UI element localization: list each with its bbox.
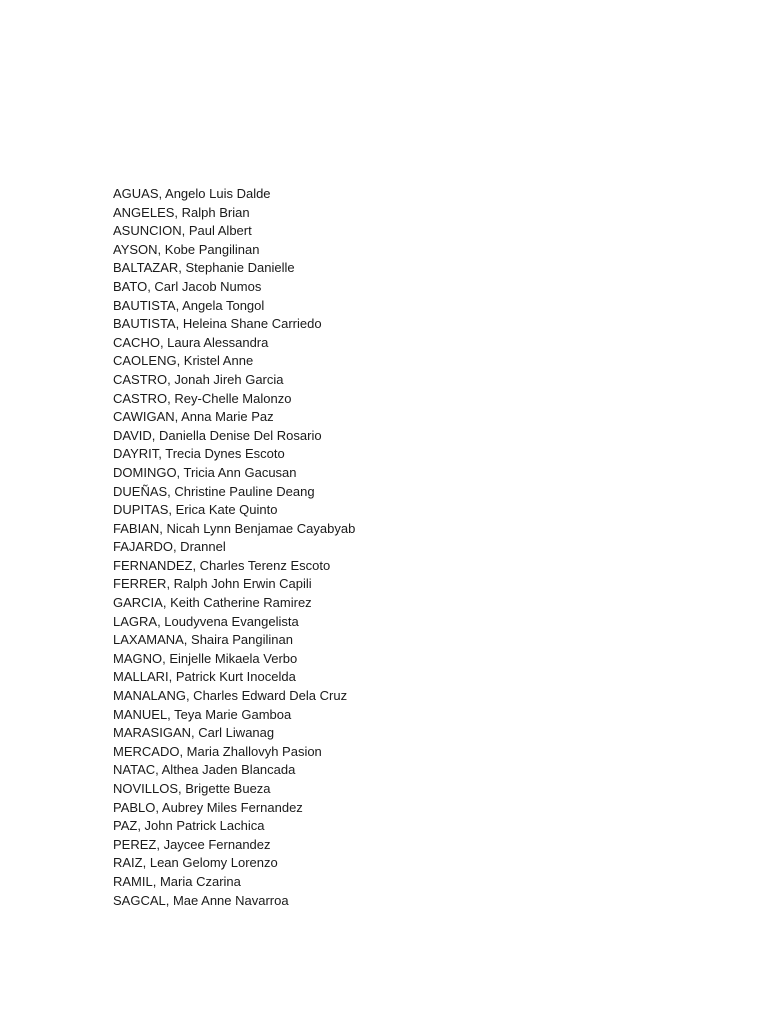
list-item: DAVID, Daniella Denise Del Rosario bbox=[113, 427, 322, 443]
list-item: FAJARDO, Drannel bbox=[113, 539, 226, 555]
list-item: CAWIGAN, Anna Marie Paz bbox=[113, 409, 274, 425]
list-item: LAGRA, Loudyvena Evangelista bbox=[113, 613, 299, 629]
list-item: DUEÑAS, Christine Pauline Deang bbox=[113, 483, 315, 499]
list-item: NOVILLOS, Brigette Bueza bbox=[113, 781, 271, 796]
list-item: MANALANG, Charles Edward Dela Cruz bbox=[113, 688, 348, 704]
list-item: LAXAMANA, Shaira Pangilinan bbox=[113, 632, 293, 648]
list-item: PEREZ, Jaycee Fernandez bbox=[113, 836, 271, 852]
list-item: FABIAN, Nicah Lynn Benjamae Cayabyab bbox=[113, 520, 356, 536]
list-item: MAGNO, Einjelle Mikaela Verbo bbox=[113, 650, 298, 666]
list-item: BAUTISTA, Heleina Shane Carriedo bbox=[113, 316, 322, 332]
list-item: BATO, Carl Jacob Numos bbox=[113, 278, 262, 294]
list-item: SAGCAL, Mae Anne Navarroa bbox=[113, 892, 289, 908]
list-item: AYSON, Kobe Pangilinan bbox=[113, 241, 260, 257]
list-item: MERCADO, Maria Zhallovyh Pasion bbox=[113, 743, 322, 759]
list-item: NATAC, Althea Jaden Blancada bbox=[113, 762, 296, 778]
list-item: CASTRO, Rey-Chelle Malonzo bbox=[113, 390, 292, 406]
list-item: CACHO, Laura Alessandra bbox=[113, 334, 269, 350]
list-item: RAIZ, Lean Gelomy Lorenzo bbox=[113, 855, 278, 871]
list-item: DOMINGO, Tricia Ann Gacusan bbox=[113, 464, 297, 480]
list-item: RAMIL, Maria Czarina bbox=[113, 873, 241, 889]
list-item: BAUTISTA, Angela Tongol bbox=[113, 297, 265, 313]
list-item: DUPITAS, Erica Kate Quinto bbox=[113, 502, 278, 518]
list-item: DAYRIT, Trecia Dynes Escoto bbox=[113, 446, 285, 462]
list-item: FERRER, Ralph John Erwin Capili bbox=[113, 576, 312, 592]
list-item: CAOLENG, Kristel Anne bbox=[113, 353, 254, 369]
list-item: ANGELES, Ralph Brian bbox=[113, 204, 250, 220]
list-item: MANUEL, Teya Marie Gamboa bbox=[113, 706, 292, 722]
list-item: PAZ, John Patrick Lachica bbox=[113, 818, 265, 834]
list-item: AGUAS, Angelo Luis Dalde bbox=[113, 186, 271, 201]
list-item: CASTRO, Jonah Jireh Garcia bbox=[113, 371, 284, 387]
list-item: BALTAZAR, Stephanie Danielle bbox=[113, 260, 295, 276]
list-item: MARASIGAN, Carl Liwanag bbox=[113, 725, 275, 741]
list-item: GARCIA, Keith Catherine Ramirez bbox=[113, 595, 312, 611]
list-item: FERNANDEZ, Charles Terenz Escoto bbox=[113, 557, 331, 573]
list-item: PABLO, Aubrey Miles Fernandez bbox=[113, 799, 303, 815]
list-item: ASUNCION, Paul Albert bbox=[113, 223, 252, 239]
list-item: MALLARI, Patrick Kurt Inocelda bbox=[113, 669, 296, 685]
name-list bbox=[113, 185, 355, 910]
